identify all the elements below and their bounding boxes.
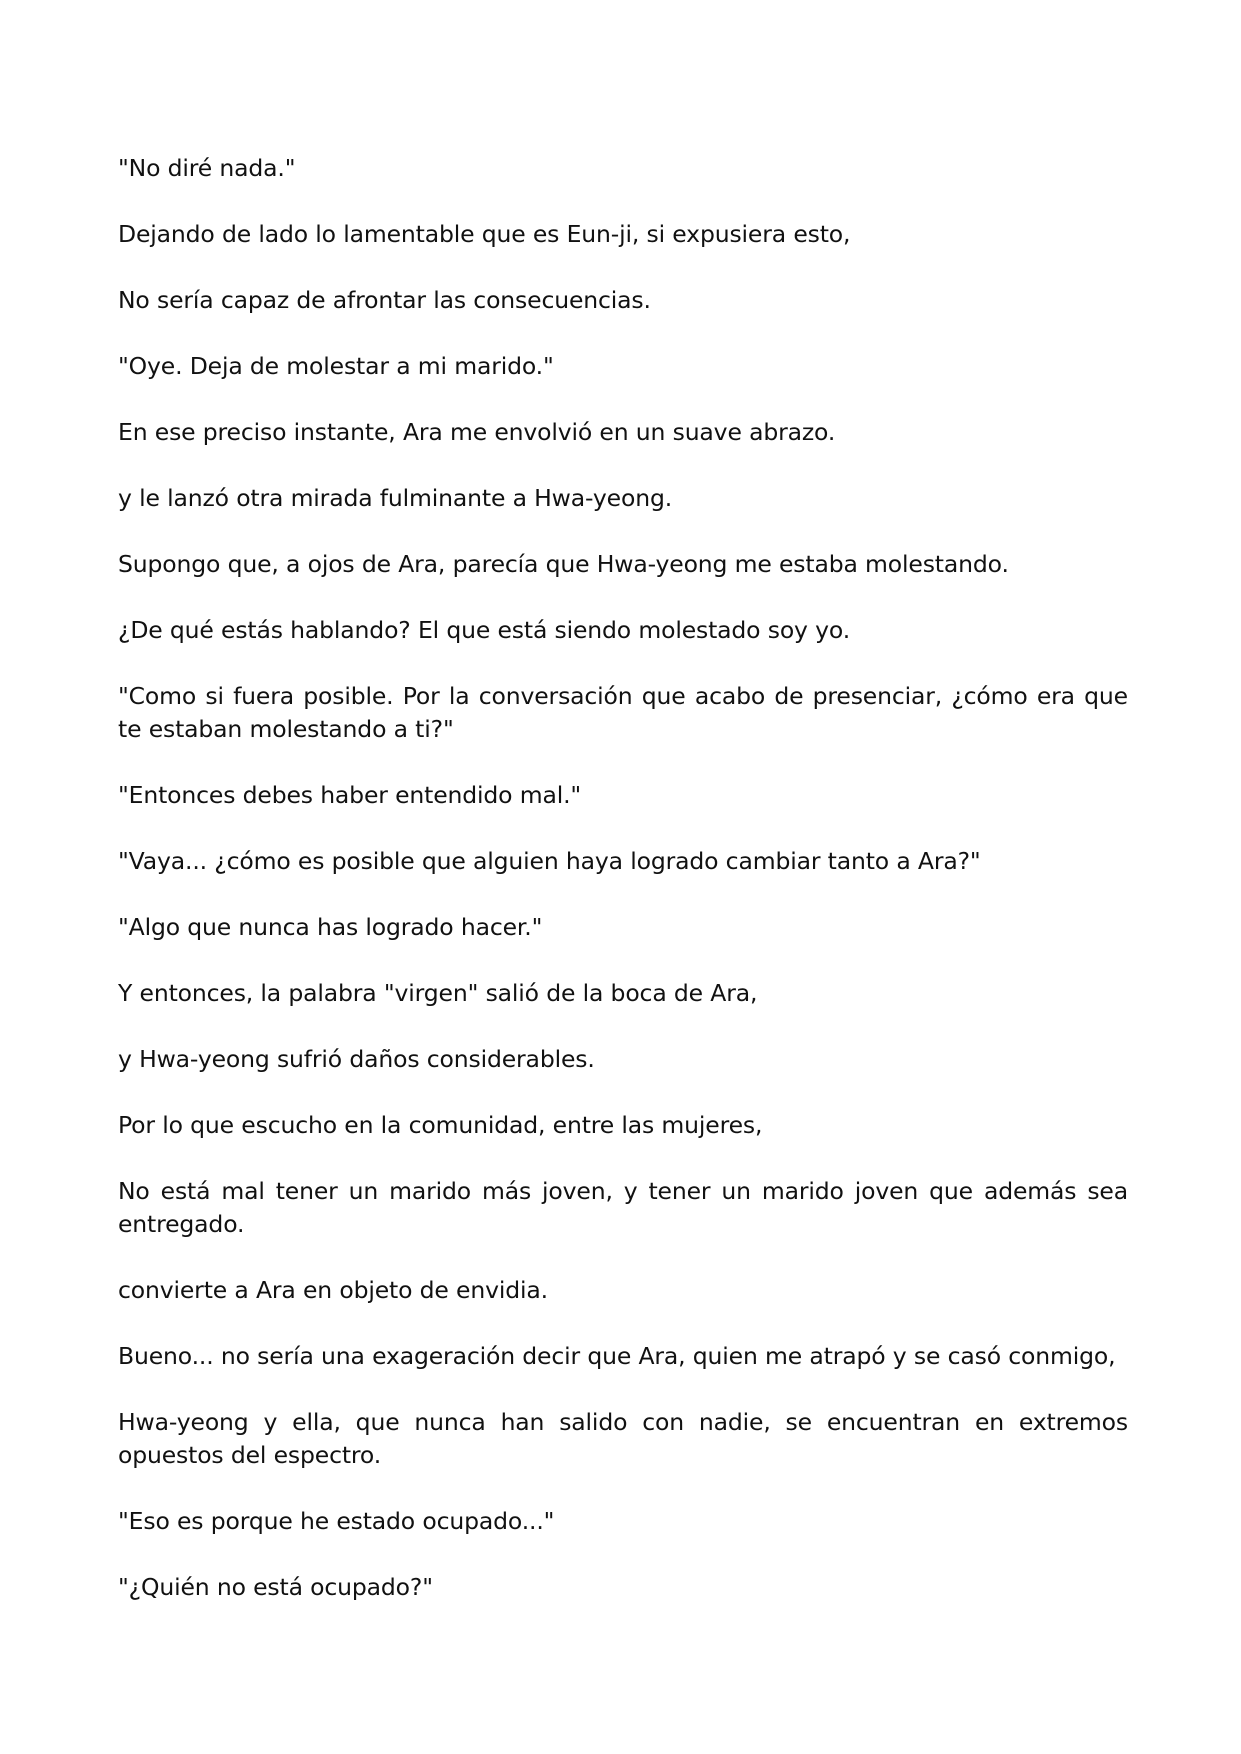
paragraph: Bueno... no sería una exageración decir que Ara, quien me atrapó y se casó conmigo,	[118, 1342, 1116, 1370]
paragraph: "Como si fuera posible. Por la conversación que acabo de presenciar, ¿cómo era que te estaban molestando a ti?"	[118, 682, 1128, 743]
paragraph: "¿Quién no está ocupado?"	[118, 1573, 433, 1601]
paragraph: convierte a Ara en objeto de envidia.	[118, 1276, 548, 1304]
paragraph: Por lo que escucho en la comunidad, entre las mujeres,	[118, 1111, 763, 1139]
paragraph: "No diré nada."	[118, 154, 296, 182]
paragraph: "Oye. Deja de molestar a mi marido."	[118, 352, 554, 380]
paragraph: ¿De qué estás hablando? El que está siendo molestado soy yo.	[118, 616, 851, 644]
paragraph: Y entonces, la palabra "virgen" salió de la boca de Ara,	[118, 979, 758, 1007]
paragraph: y le lanzó otra mirada fulminante a Hwa-yeong.	[118, 484, 673, 512]
paragraph: "Eso es porque he estado ocupado..."	[118, 1507, 555, 1535]
paragraph: "Vaya... ¿cómo es posible que alguien haya logrado cambiar tanto a Ara?"	[118, 847, 981, 875]
paragraph: No está mal tener un marido más joven, y tener un marido joven que además sea entregado.	[118, 1177, 1128, 1238]
document-body	[118, 152, 1128, 1637]
paragraph: Hwa-yeong y ella, que nunca han salido con nadie, se encuentran en extremos opuestos del espectro.	[118, 1408, 1128, 1469]
paragraph: "Algo que nunca has logrado hacer."	[118, 913, 543, 941]
paragraph: Supongo que, a ojos de Ara, parecía que Hwa-yeong me estaba molestando.	[118, 550, 1009, 578]
paragraph: y Hwa-yeong sufrió daños considerables.	[118, 1045, 595, 1073]
paragraph: "Entonces debes haber entendido mal."	[118, 781, 582, 809]
paragraph: Dejando de lado lo lamentable que es Eun-ji, si expusiera esto,	[118, 220, 851, 248]
paragraph: En ese preciso instante, Ara me envolvió en un suave abrazo.	[118, 418, 836, 446]
paragraph: No sería capaz de afrontar las consecuencias.	[118, 286, 651, 314]
